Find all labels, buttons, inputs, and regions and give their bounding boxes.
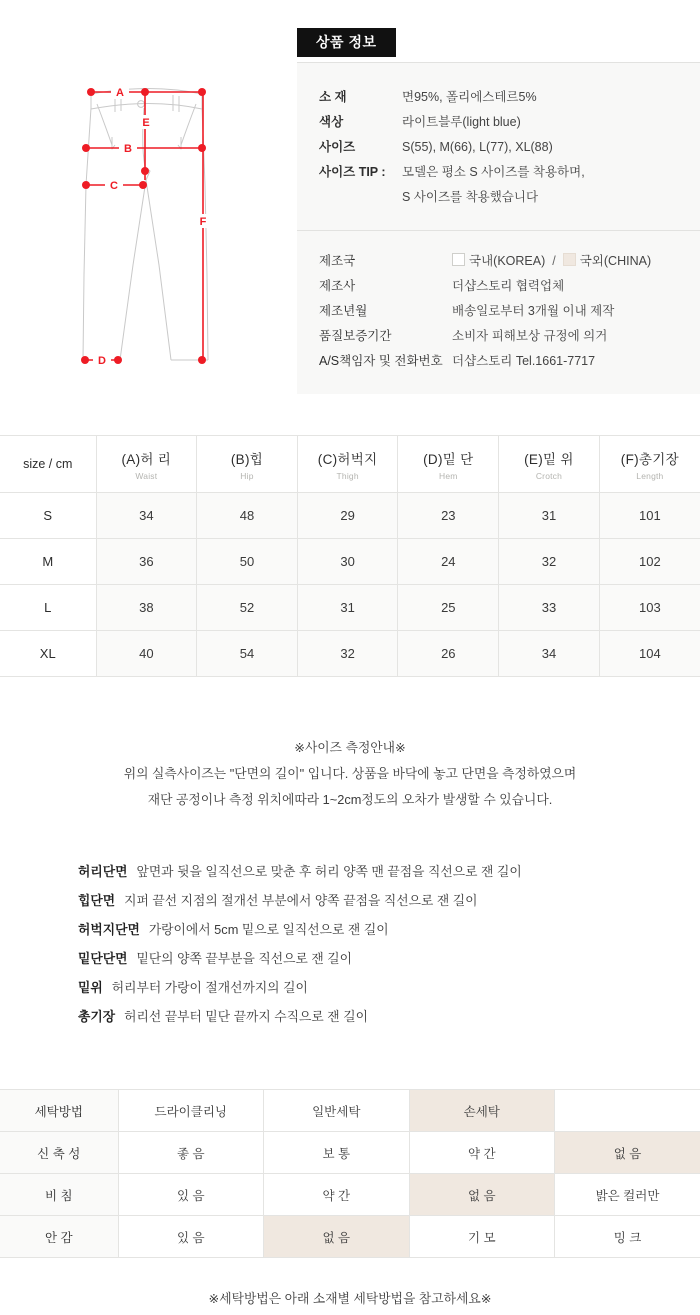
- checkbox-china[interactable]: [563, 253, 576, 266]
- care-cell-sheerness-none: 없 음: [409, 1174, 555, 1216]
- spec-label-size-tip: 사이즈 TIP :: [319, 165, 386, 179]
- measurement-definition-list: [78, 857, 700, 1031]
- diagram-marker-e: E: [142, 117, 150, 129]
- definition-desc-thigh: 가랑이에서 5cm 밑으로 일직선으로 잰 길이: [148, 922, 389, 937]
- diagram-marker-a: A: [116, 87, 124, 99]
- manufacture-block: [297, 230, 700, 394]
- manufacture-value-maker: 더샵스토리 협력업체: [452, 279, 565, 293]
- column-header-hip: (B)힙 Hip: [197, 436, 298, 493]
- country-option-china: 국외(CHINA): [579, 254, 652, 268]
- column-header-thigh: (C)허벅지 Thigh: [297, 436, 398, 493]
- cell-s-hip: 48: [197, 493, 298, 539]
- cell-l-hip: 52: [197, 585, 298, 631]
- cell-l-crotch: 33: [499, 585, 600, 631]
- manufacture-label-maker: 제조사: [319, 279, 356, 293]
- care-cell-elasticity-slight: 약 간: [409, 1132, 555, 1174]
- table-row: [0, 493, 700, 539]
- definition-term-waist: 허리단면: [78, 864, 128, 879]
- spec-label-size: 사이즈: [319, 140, 356, 154]
- manufacture-value-date: 배송일로부터 3개월 이내 제작: [452, 304, 615, 318]
- table-row: [0, 1174, 700, 1216]
- cell-m-hem: 24: [398, 539, 499, 585]
- list-item: [78, 944, 700, 973]
- spec-value-size: S(55), M(66), L(77), XL(88): [402, 140, 553, 154]
- cell-m-hip: 50: [197, 539, 298, 585]
- definition-desc-length: 허리선 끝부터 밑단 끝까지 수직으로 잰 길이: [124, 1009, 368, 1024]
- column-header-crotch: (E)밑 위 Crotch: [499, 436, 600, 493]
- manufacture-label-country: 제조국: [319, 254, 356, 268]
- manufacture-row-maker: [297, 274, 700, 299]
- table-row: [0, 1090, 700, 1132]
- column-header-length: (F)총기장 Length: [599, 436, 700, 493]
- spec-row-size-tip: [297, 160, 700, 210]
- care-label-elasticity: 신 축 성: [0, 1132, 118, 1174]
- care-cell-sheerness-slight: 약 간: [264, 1174, 410, 1216]
- spec-label-color: 색상: [319, 115, 344, 129]
- care-cell-wash-empty: [555, 1090, 700, 1132]
- size-table-header-row: [0, 436, 700, 493]
- cell-xl-waist: 40: [96, 631, 197, 677]
- care-instruction-table: [0, 1089, 700, 1258]
- cell-l-hem: 25: [398, 585, 499, 631]
- care-label-sheerness: 비 침: [0, 1174, 118, 1216]
- diagram-marker-f: F: [199, 216, 207, 228]
- care-label-wash-method: 세탁방법: [0, 1090, 118, 1132]
- manufacture-value-country: [452, 249, 700, 274]
- product-info-badge: 상품 정보: [297, 28, 396, 57]
- definition-desc-crotch: 허리부터 가랑이 절개선까지의 길이: [111, 980, 308, 995]
- list-item: [78, 886, 700, 915]
- care-cell-dry-clean: 드라이클리닝: [118, 1090, 264, 1132]
- table-row: [0, 1216, 700, 1258]
- size-column-header: size / cm: [0, 436, 96, 493]
- size-measurement-notice: [0, 735, 700, 813]
- cell-s-waist: 34: [96, 493, 197, 539]
- care-cell-lining-yes: 있 음: [118, 1216, 264, 1258]
- spec-row-material: [297, 85, 700, 110]
- size-tip-line2: S 사이즈를 착용했습니다: [402, 190, 539, 204]
- checkbox-korea[interactable]: [452, 253, 465, 266]
- table-row: [0, 1132, 700, 1174]
- size-tip-line1: 모델은 평소 S 사이즈를 착용하며,: [402, 165, 585, 179]
- size-label-s: S: [0, 493, 96, 539]
- spec-label-material: 소 재: [319, 90, 347, 104]
- care-label-lining: 안 감: [0, 1216, 118, 1258]
- cell-s-hem: 23: [398, 493, 499, 539]
- care-cell-elasticity-none: 없 음: [555, 1132, 700, 1174]
- cell-l-length: 103: [599, 585, 700, 631]
- definition-term-hip: 힙단면: [78, 893, 116, 908]
- definition-desc-hip: 지퍼 끝선 지점의 절개선 부분에서 양쪽 끝점을 직선으로 잰 길이: [124, 893, 478, 908]
- cell-xl-hip: 54: [197, 631, 298, 677]
- size-label-xl: XL: [0, 631, 96, 677]
- column-header-waist: (A)허 리 Waist: [96, 436, 197, 493]
- cell-m-crotch: 32: [499, 539, 600, 585]
- diagram-marker-d: D: [98, 355, 106, 367]
- definition-term-hem: 밑단단면: [78, 951, 128, 966]
- manufacture-label-warranty: 품질보증기간: [319, 329, 392, 343]
- care-cell-lining-none: 없 음: [264, 1216, 410, 1258]
- care-cell-elasticity-good: 좋 음: [118, 1132, 264, 1174]
- care-cell-sheerness-light-color: 밝은 컬러만: [555, 1174, 700, 1216]
- manufacture-value-as-contact: 더샵스토리 Tel.1661-7717: [452, 354, 596, 368]
- care-cell-normal-wash: 일반세탁: [264, 1090, 410, 1132]
- definition-term-thigh: 허벅지단면: [78, 922, 140, 937]
- table-row: [0, 539, 700, 585]
- spec-value-color: 라이트블루(light blue): [402, 115, 521, 129]
- manufacture-value-warranty: 소비자 피해보상 규정에 의거: [452, 329, 608, 343]
- cell-m-length: 102: [599, 539, 700, 585]
- cell-m-thigh: 30: [297, 539, 398, 585]
- diagram-marker-b: B: [124, 143, 132, 155]
- care-cell-elasticity-normal: 보 통: [264, 1132, 410, 1174]
- spec-row-size: [297, 135, 700, 160]
- list-item: [78, 1002, 700, 1031]
- pants-measurement-diagram: [55, 75, 285, 420]
- size-chart-table: [0, 435, 700, 677]
- cell-xl-length: 104: [599, 631, 700, 677]
- definition-term-crotch: 밑위: [78, 980, 103, 995]
- care-cell-lining-mink: 밍 크: [555, 1216, 700, 1258]
- table-row: [0, 631, 700, 677]
- care-cell-sheerness-yes: 있 음: [118, 1174, 264, 1216]
- cell-xl-crotch: 34: [499, 631, 600, 677]
- country-option-korea: 국내(KOREA): [469, 254, 546, 268]
- size-label-l: L: [0, 585, 96, 631]
- list-item: [78, 915, 700, 944]
- diagram-marker-c: C: [110, 180, 118, 192]
- definition-desc-waist: 앞면과 뒷을 일직선으로 맞춘 후 허리 양쪽 맨 끝점을 직선으로 잰 길이: [136, 864, 522, 879]
- measurement-notice-line1: 위의 실측사이즈는 "단면의 길이" 입니다. 상품을 바닥에 놓고 단면을 측정하였으며: [123, 766, 577, 781]
- product-spec-block: [297, 63, 700, 230]
- size-label-m: M: [0, 539, 96, 585]
- product-info-section: [0, 0, 700, 430]
- care-cell-hand-wash: 손세탁: [409, 1090, 555, 1132]
- spec-value-size-tip: [402, 160, 700, 210]
- cell-m-waist: 36: [96, 539, 197, 585]
- manufacture-row-warranty: [297, 324, 700, 349]
- definition-term-length: 총기장: [78, 1009, 116, 1024]
- spec-value-material: 면95%, 폴리에스테르5%: [402, 90, 537, 104]
- table-row: [0, 585, 700, 631]
- cell-s-crotch: 31: [499, 493, 600, 539]
- country-separator: /: [552, 254, 556, 268]
- manufacture-label-as-contact: A/S책임자 및 전화번호: [319, 354, 443, 368]
- list-item: [78, 857, 700, 886]
- care-cell-lining-fleece: 기 모: [409, 1216, 555, 1258]
- manufacture-label-date: 제조년월: [319, 304, 368, 318]
- manufacture-row-as-contact: [297, 349, 700, 374]
- cell-l-waist: 38: [96, 585, 197, 631]
- measurement-notice-title: ※사이즈 측정안내※: [294, 740, 406, 755]
- product-info-panel: [297, 62, 700, 394]
- cell-s-length: 101: [599, 493, 700, 539]
- cell-xl-thigh: 32: [297, 631, 398, 677]
- measurement-notice-line2: 재단 공정이나 측정 위치에따라 1~2cm정도의 오차가 발생할 수 있습니다.: [147, 792, 553, 807]
- definition-desc-hem: 밑단의 양쪽 끝부분을 직선으로 잰 길이: [136, 951, 353, 966]
- list-item: [78, 973, 700, 1002]
- spec-row-color: [297, 110, 700, 135]
- manufacture-row-country: [297, 249, 700, 274]
- cell-xl-hem: 26: [398, 631, 499, 677]
- care-footer-notice: ※세탁방법은 아래 소재별 세탁방법을 참고하세요※: [208, 1291, 492, 1306]
- column-header-hem: (D)밑 단 Hem: [398, 436, 499, 493]
- cell-s-thigh: 29: [297, 493, 398, 539]
- cell-l-thigh: 31: [297, 585, 398, 631]
- manufacture-row-date: [297, 299, 700, 324]
